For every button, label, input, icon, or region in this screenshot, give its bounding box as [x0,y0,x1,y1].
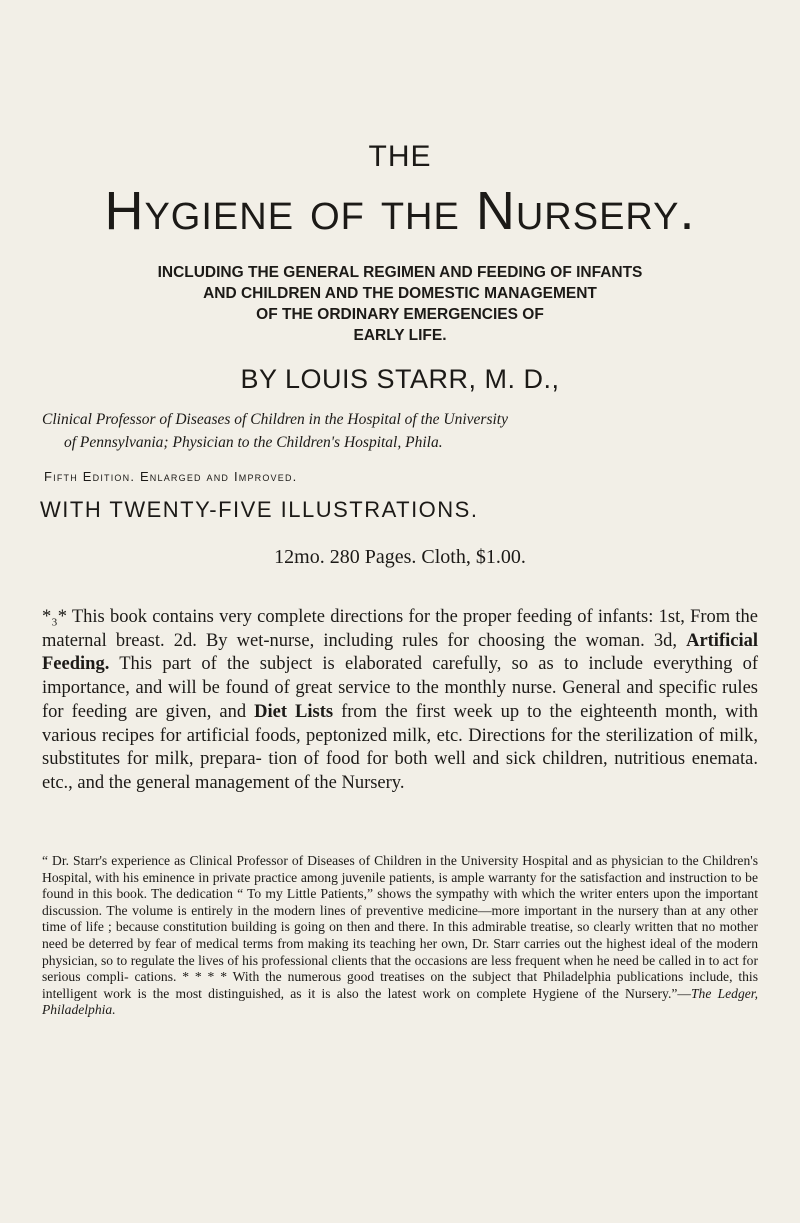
illustrations-note: WITH TWENTY-FIVE ILLUSTRATIONS. [40,497,479,522]
subtitle [80,262,720,346]
description-text: This part of the subject is elaborated carefully, so as to include everything of importance, and will be found of great service to the monthly nurse. General and specific rules for feeding are given, and [42,654,758,722]
author-byline: BY LOUIS STARR, M. D., [240,364,560,394]
author-credentials [42,408,762,454]
review-source: The Ledger, Philadelphia. [42,985,758,1018]
description-bold: Diet Lists [254,701,334,722]
credentials-line: of Pennsylvania; Physician to the Children's Hospital, Phila. [64,434,443,451]
press-review [42,853,758,1019]
subtitle-line: EARLY LIFE. [353,327,447,344]
title-prefix: THE [368,140,432,173]
review-text: “ Dr. Starr's experience as Clinical Professor of Diseases of Children in the University Hospital and as physician to the Children's Hospital, with his eminence in private practice among juvenile patients, is ample warranty for the satisfaction and instruction to be found in this book. The dedication “ To my Little Patients,” shows the sympathy with which the writer enters upon the important discussion. The volume is entirely in the modern lines of preventive medicine—more important in the nursery than at any other time of life ; because constitution building is going on then and there. In this admirable treatise, so clearly written that no mother need be deterred by fear of medical terms from making its teaching her own, Dr. Starr carries out the highest ideal of the modern physician, so to regulate the lives of his professional clients that the occasions are less frequent when he need be called in to act for serious compli- cations. * * * * With the numerous good treatises on the subject that Philadelphia publications include, this intelligent work is the most distinguished, as it is also the latest work on complete Hygiene of the Nursery.”— [42,853,758,1001]
page-title: Hygiene of the Nursery. [104,181,696,241]
description-text: *₃* This book contains very complete directions for the proper feeding of infants: 1st, From the maternal breast. 2d. By wet-nurse, including rules for choosing the woman. 3d, [42,607,758,651]
format-price: 12mo. 280 Pages. Cloth, $1.00. [274,546,526,568]
description-text: from the first week up to the eighteenth month, with various recipes for artificial foods, peptonized milk, etc. Directions for the sterilization of milk, substitutes for milk, prepara- tion of food for both well and sick children, nutritious enemata. etc., and the general management of the Nursery. [42,701,758,793]
edition-note: Fifth Edition. Enlarged and Improved. [44,469,298,484]
description-bold: Artificial Feeding. [42,630,758,675]
book-description [42,606,758,796]
credentials-line: Clinical Professor of Diseases of Children in the Hospital of the University [42,411,508,428]
subtitle-line: AND CHILDREN AND THE DOMESTIC MANAGEMENT [203,285,597,302]
subtitle-line: OF THE ORDINARY EMERGENCIES OF [256,306,544,323]
subtitle-line: INCLUDING THE GENERAL REGIMEN AND FEEDING OF INFANTS [157,264,643,281]
